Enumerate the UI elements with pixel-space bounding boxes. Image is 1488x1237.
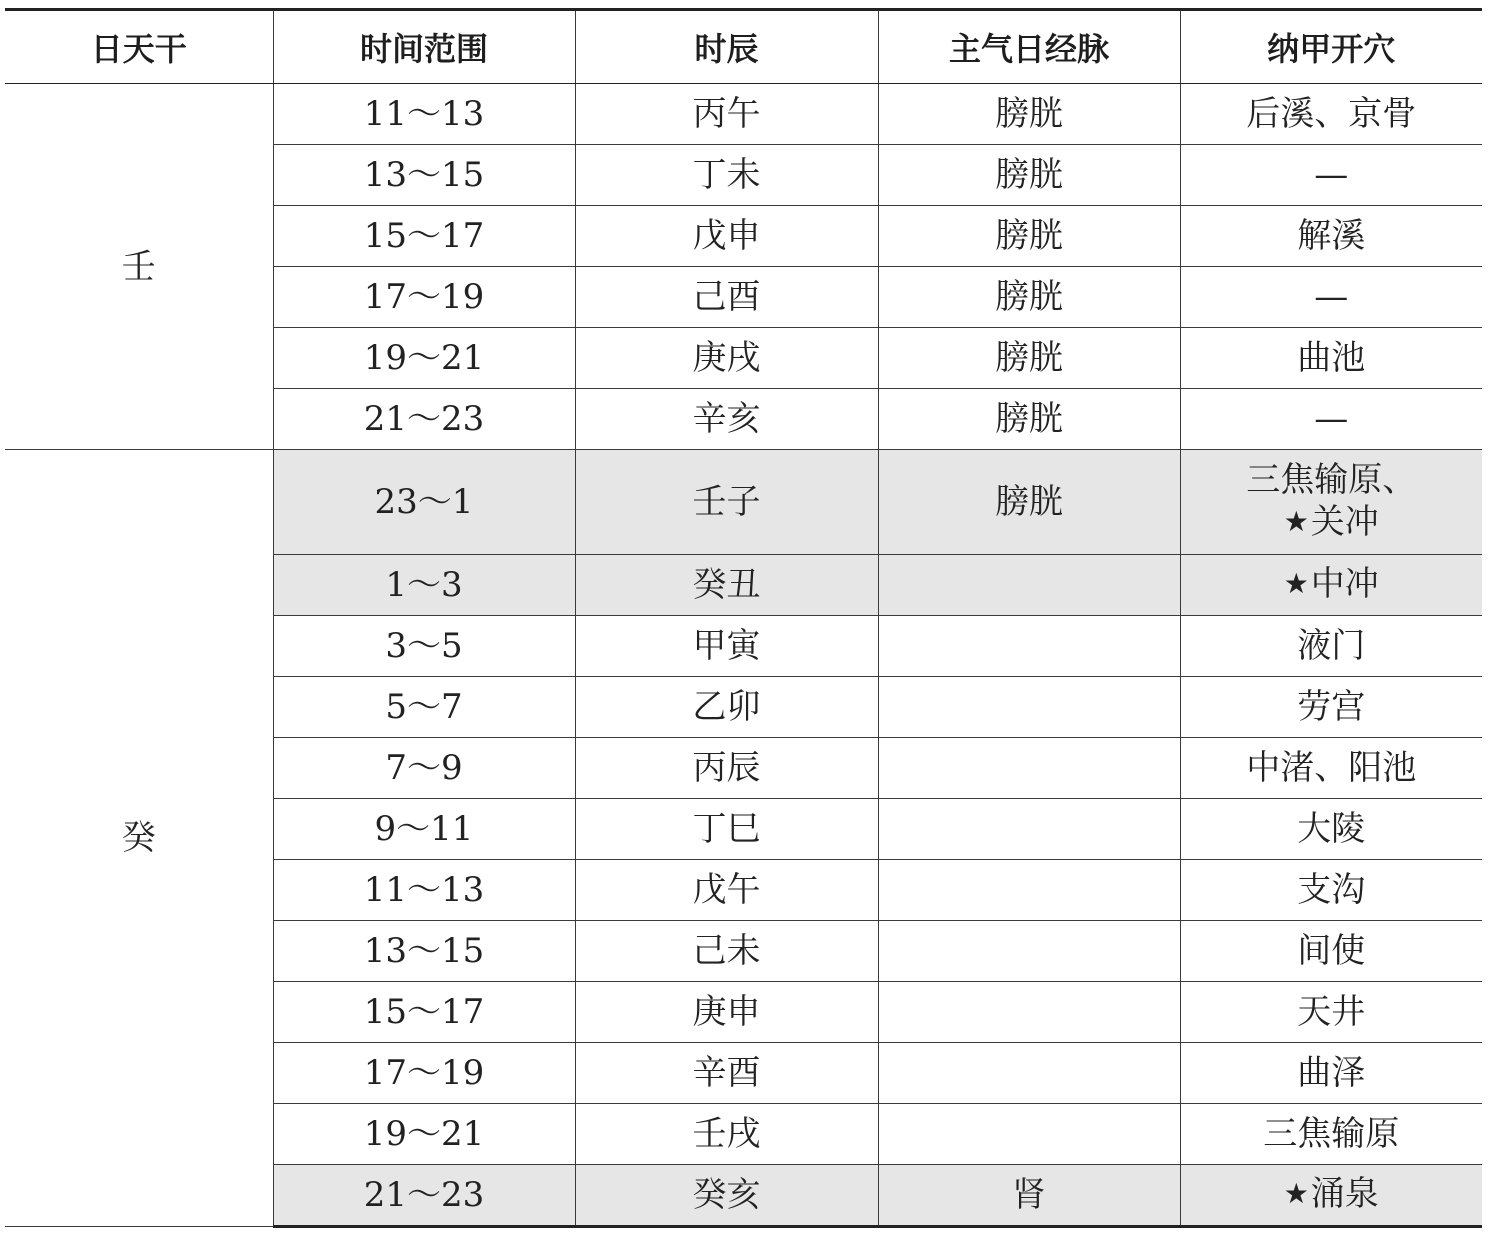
point-cell <box>1180 1165 1482 1227</box>
meridian-cell <box>878 982 1180 1043</box>
point-cell: — <box>1180 267 1482 328</box>
point-line <box>1185 501 1479 545</box>
meridian-cell: 膀胱 <box>878 267 1180 328</box>
shichen-cell: 丁未 <box>575 145 878 206</box>
star-icon: ★ <box>1283 567 1309 600</box>
point-cell: 间使 <box>1180 921 1482 982</box>
shichen-cell: 甲寅 <box>575 616 878 677</box>
meridian-cell: 膀胱 <box>878 84 1180 145</box>
point-cell: 解溪 <box>1180 206 1482 267</box>
star-icon: ★ <box>1283 505 1309 538</box>
point-cell: 后溪、京骨 <box>1180 84 1482 145</box>
meridian-cell <box>878 1043 1180 1104</box>
time-cell: 19～21 <box>273 328 575 389</box>
shichen-cell: 己酉 <box>575 267 878 328</box>
shichen-cell: 己未 <box>575 921 878 982</box>
time-cell: 13～15 <box>273 145 575 206</box>
meridian-cell <box>878 921 1180 982</box>
point-cell <box>1180 450 1482 555</box>
meridian-cell <box>878 677 1180 738</box>
point-cell <box>1180 555 1482 616</box>
point-cell: 曲泽 <box>1180 1043 1482 1104</box>
time-cell: 11～13 <box>273 84 575 145</box>
point-cell: — <box>1180 389 1482 450</box>
point-cell: 液门 <box>1180 616 1482 677</box>
time-cell: 13～15 <box>273 921 575 982</box>
point-line: 三焦输原、 <box>1246 460 1417 500</box>
shichen-cell: 丁巳 <box>575 799 878 860</box>
point-cell: 中渚、阳池 <box>1180 738 1482 799</box>
shichen-cell: 丙辰 <box>575 738 878 799</box>
shichen-cell: 戊午 <box>575 860 878 921</box>
shichen-cell: 乙卯 <box>575 677 878 738</box>
meridian-cell: 肾 <box>878 1165 1180 1227</box>
shichen-cell: 庚申 <box>575 982 878 1043</box>
time-cell: 17～19 <box>273 267 575 328</box>
shichen-cell: 庚戌 <box>575 328 878 389</box>
shichen-cell: 壬戌 <box>575 1104 878 1165</box>
meridian-cell: 膀胱 <box>878 389 1180 450</box>
point-text: 关冲 <box>1310 502 1379 542</box>
meridian-cell <box>878 799 1180 860</box>
point-text: 中冲 <box>1310 564 1379 604</box>
time-cell: 5～7 <box>273 677 575 738</box>
stem-cell: 壬 <box>5 84 273 450</box>
meridian-cell <box>878 1104 1180 1165</box>
table-row <box>5 450 1482 555</box>
time-cell: 21～23 <box>273 389 575 450</box>
meridian-cell <box>878 738 1180 799</box>
schedule-table <box>5 8 1482 1228</box>
shichen-cell: 壬子 <box>575 450 878 555</box>
point-text: 涌泉 <box>1310 1174 1379 1214</box>
table-container <box>5 8 1482 1228</box>
header-shichen: 时辰 <box>575 10 878 84</box>
shichen-cell: 戊申 <box>575 206 878 267</box>
shichen-cell: 辛酉 <box>575 1043 878 1104</box>
time-cell: 15～17 <box>273 206 575 267</box>
meridian-cell: 膀胱 <box>878 328 1180 389</box>
point-cell: 天井 <box>1180 982 1482 1043</box>
time-cell: 7～9 <box>273 738 575 799</box>
time-cell: 11～13 <box>273 860 575 921</box>
shichen-cell: 癸亥 <box>575 1165 878 1227</box>
meridian-cell <box>878 555 1180 616</box>
time-cell: 15～17 <box>273 982 575 1043</box>
point-cell: — <box>1180 145 1482 206</box>
time-cell: 9～11 <box>273 799 575 860</box>
point-cell: 大陵 <box>1180 799 1482 860</box>
time-cell: 23～1 <box>273 450 575 555</box>
meridian-cell <box>878 860 1180 921</box>
time-cell: 19～21 <box>273 1104 575 1165</box>
meridian-cell <box>878 616 1180 677</box>
shichen-cell: 丙午 <box>575 84 878 145</box>
header-row <box>5 10 1482 84</box>
point-cell: 三焦输原 <box>1180 1104 1482 1165</box>
point-cell: 曲池 <box>1180 328 1482 389</box>
point-cell: 支沟 <box>1180 860 1482 921</box>
shichen-cell: 辛亥 <box>575 389 878 450</box>
header-stem: 日天干 <box>5 10 273 84</box>
meridian-cell: 膀胱 <box>878 145 1180 206</box>
time-cell: 17～19 <box>273 1043 575 1104</box>
meridian-cell: 膀胱 <box>878 206 1180 267</box>
header-point: 纳甲开穴 <box>1180 10 1482 84</box>
time-cell: 1～3 <box>273 555 575 616</box>
shichen-cell: 癸丑 <box>575 555 878 616</box>
header-meridian: 主气日经脉 <box>878 10 1180 84</box>
meridian-cell: 膀胱 <box>878 450 1180 555</box>
star-icon: ★ <box>1283 1177 1309 1210</box>
table-row <box>5 84 1482 145</box>
point-cell: 劳宫 <box>1180 677 1482 738</box>
header-time: 时间范围 <box>273 10 575 84</box>
stem-cell: 癸 <box>5 450 273 1227</box>
time-cell: 3～5 <box>273 616 575 677</box>
time-cell: 21～23 <box>273 1165 575 1227</box>
